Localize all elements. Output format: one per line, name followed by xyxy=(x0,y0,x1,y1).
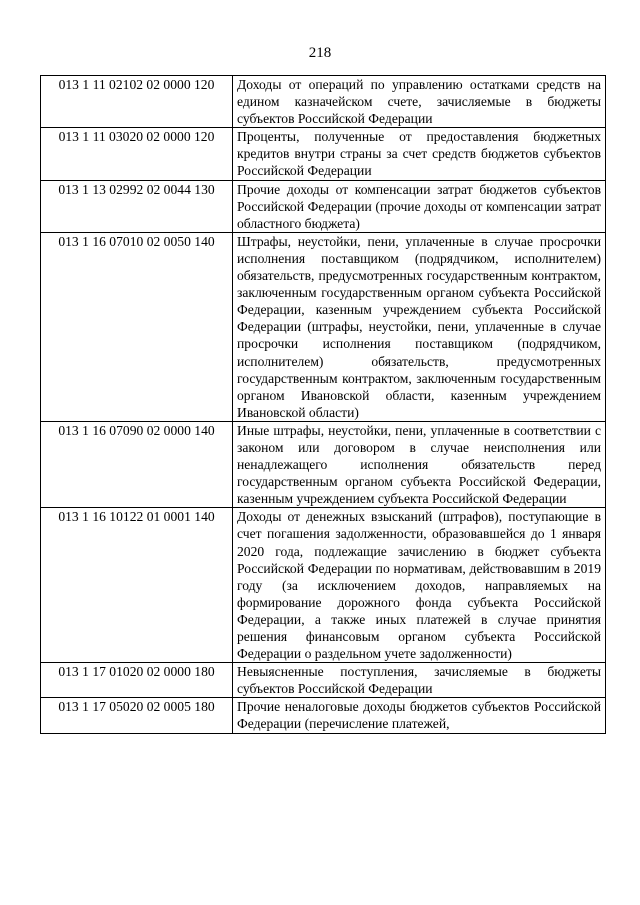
budget-code: 013 1 17 05020 02 0005 180 xyxy=(41,698,233,733)
budget-code: 013 1 16 10122 01 0001 140 xyxy=(41,508,233,663)
budget-code: 013 1 13 02992 02 0044 130 xyxy=(41,180,233,232)
table-row xyxy=(41,232,606,421)
table-row xyxy=(41,663,606,698)
budget-code: 013 1 16 07090 02 0000 140 xyxy=(41,421,233,507)
table-row xyxy=(41,508,606,663)
budget-code: 013 1 11 03020 02 0000 120 xyxy=(41,128,233,180)
income-description: Прочие неналоговые доходы бюджетов субъектов Российской Федерации (перечисление платежей, xyxy=(233,698,606,733)
table-row xyxy=(41,180,606,232)
table-row xyxy=(41,76,606,128)
income-description: Проценты, полученные от предоставления бюджетных кредитов внутри страны за счет средств бюджетов субъектов Российской Федерации xyxy=(233,128,606,180)
budget-code: 013 1 16 07010 02 0050 140 xyxy=(41,232,233,421)
budget-code: 013 1 11 02102 02 0000 120 xyxy=(41,76,233,128)
income-description: Штрафы, неустойки, пени, уплаченные в случае просрочки исполнения поставщиком (подрядчиком, исполнителем) обязательств, предусмотренных государственным контрактом, заключенным государственным органом субъекта Российской Федерации, казенным учреждением субъекта Российской Федерации (штрафы, неустойки, пени, уплаченные в случае просрочки исполнения поставщиком (подрядчиком, исполнителем) обязательств, предусмотренных государственным контрактом, заключенным государственным органом Ивановской области, казенным учреждением Ивановской области) xyxy=(233,232,606,421)
income-description: Иные штрафы, неустойки, пени, уплаченные в соответствии с законом или договором в случае неисполнения или ненадлежащего исполнения обязательств перед государственным органом субъекта Российской Федерации, казенным учреждением субъекта Российской Федерации xyxy=(233,421,606,507)
income-description: Доходы от денежных взысканий (штрафов), поступающие в счет погашения задолженности, образовавшейся до 1 января 2020 года, подлежащие зачислению в бюджет субъекта Российской Федерации по нормативам, действовавшим в 2019 году (за исключением доходов, направляемых на формирование дорожного фонда субъекта Российской Федерации, а также иных платежей в случае принятия решения финансовым органом субъекта Российской Федерации о раздельном учете задолженности) xyxy=(233,508,606,663)
budget-codes-table xyxy=(40,75,606,734)
income-description: Прочие доходы от компенсации затрат бюджетов субъектов Российской Федерации (прочие доходы от компенсации затрат областного бюджета) xyxy=(233,180,606,232)
page-number: 218 xyxy=(308,45,332,61)
table-row xyxy=(41,421,606,507)
budget-code: 013 1 17 01020 02 0000 180 xyxy=(41,663,233,698)
income-description: Невыясненные поступления, зачисляемые в бюджеты субъектов Российской Федерации xyxy=(233,663,606,698)
income-description: Доходы от операций по управлению остатками средств на едином казначейском счете, зачисляемые в бюджеты субъектов Российской Федерации xyxy=(233,76,606,128)
table-row xyxy=(41,128,606,180)
table-row xyxy=(41,698,606,733)
